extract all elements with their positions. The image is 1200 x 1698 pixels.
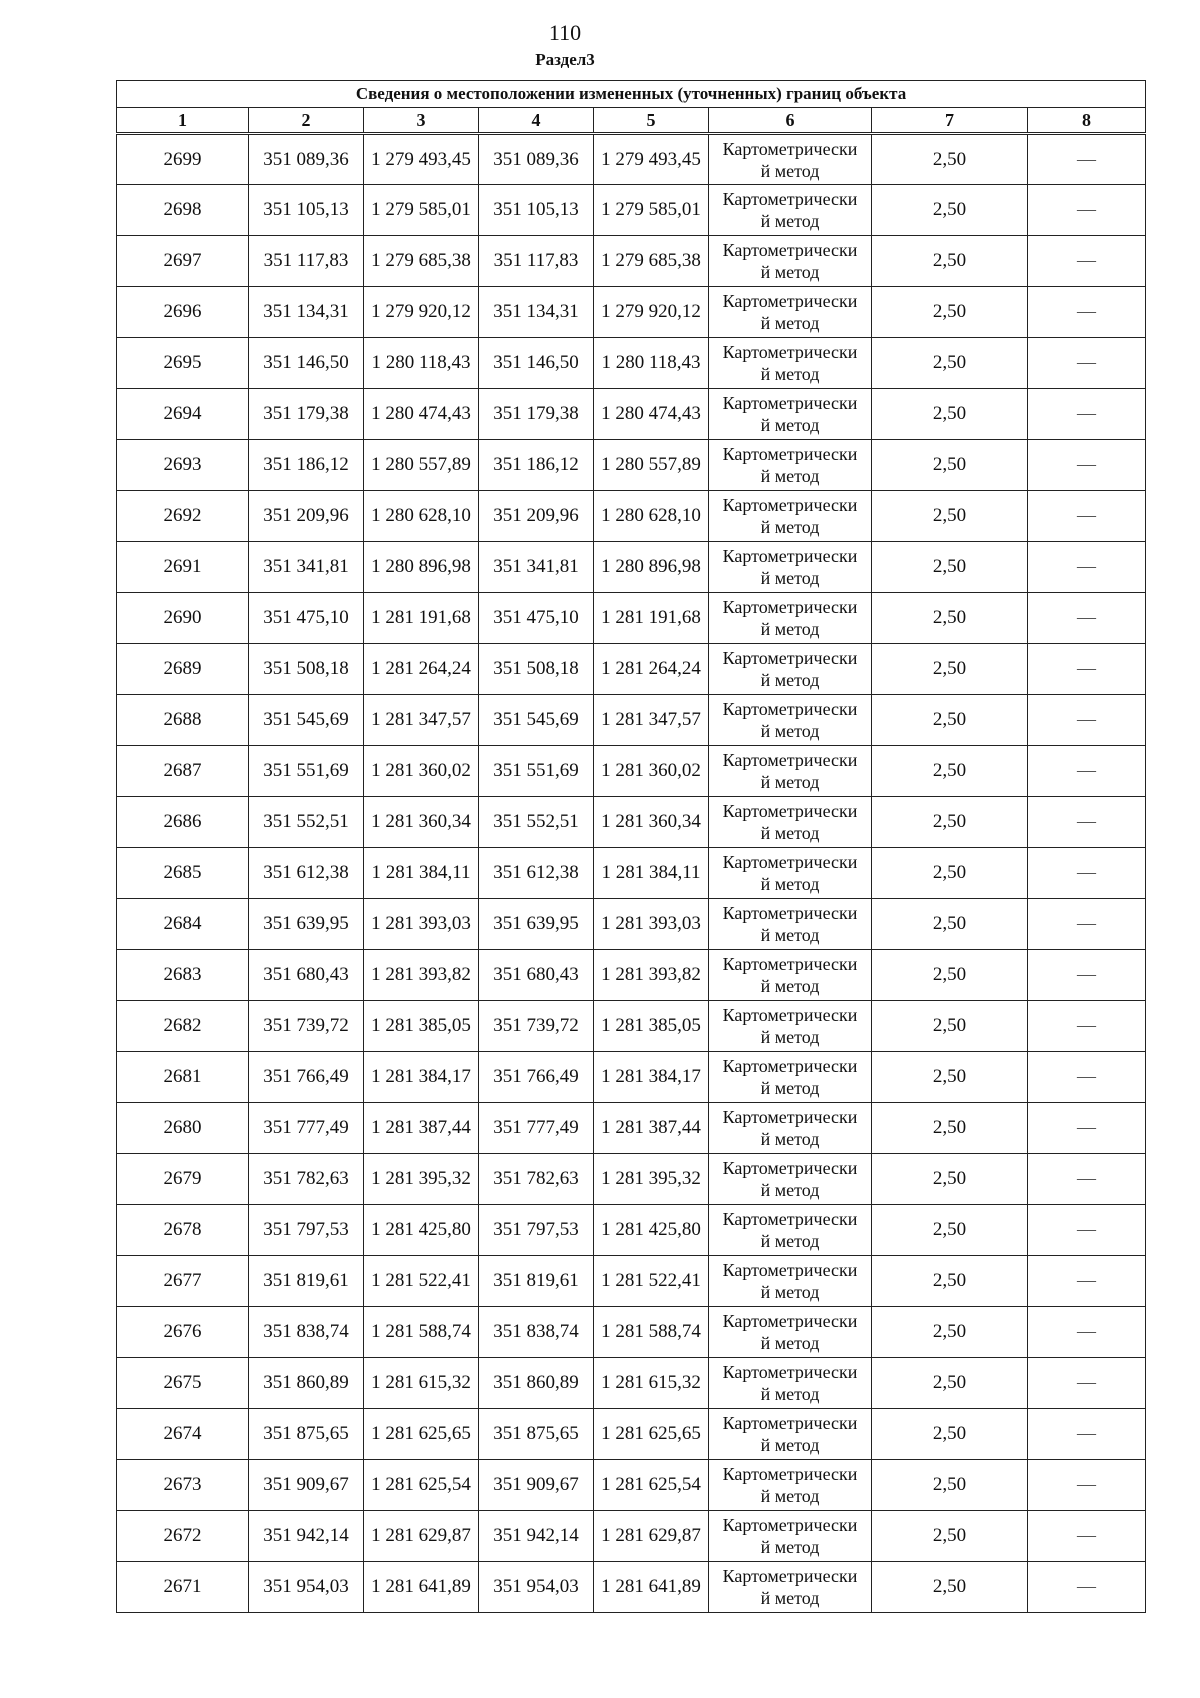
existing-y-cell: 1 279 920,12 — [364, 287, 479, 338]
table-row — [117, 1154, 1146, 1205]
point-number-cell: 2693 — [117, 440, 249, 491]
accuracy-cell: 2,50 — [872, 440, 1028, 491]
note-cell: — — [1028, 287, 1146, 338]
refined-y-cell: 1 279 585,01 — [594, 185, 709, 236]
note-cell: — — [1028, 899, 1146, 950]
note-cell: — — [1028, 134, 1146, 185]
accuracy-cell: 2,50 — [872, 644, 1028, 695]
table-row — [117, 1001, 1146, 1052]
table-row — [117, 185, 1146, 236]
refined-x-cell: 351 782,63 — [479, 1154, 594, 1205]
refined-x-cell: 351 860,89 — [479, 1358, 594, 1409]
existing-x-cell: 351 105,13 — [249, 185, 364, 236]
refined-y-cell: 1 280 628,10 — [594, 491, 709, 542]
existing-x-cell: 351 777,49 — [249, 1103, 364, 1154]
point-number-cell: 2691 — [117, 542, 249, 593]
point-number-cell: 2683 — [117, 950, 249, 1001]
existing-y-cell: 1 281 641,89 — [364, 1562, 479, 1613]
refined-y-cell: 1 281 347,57 — [594, 695, 709, 746]
point-number-cell: 2676 — [117, 1307, 249, 1358]
refined-x-cell: 351 117,83 — [479, 236, 594, 287]
method-cell: Картометрически й метод — [709, 695, 872, 746]
table-caption: Сведения о местоположении измененных (уточненных) границ объекта — [117, 81, 1146, 108]
existing-x-cell: 351 552,51 — [249, 797, 364, 848]
refined-x-cell: 351 508,18 — [479, 644, 594, 695]
method-cell: Картометрически й метод — [709, 542, 872, 593]
existing-x-cell: 351 551,69 — [249, 746, 364, 797]
section-title: Раздел3 — [535, 50, 595, 69]
column-number: 8 — [1028, 108, 1146, 134]
existing-x-cell: 351 186,12 — [249, 440, 364, 491]
refined-y-cell: 1 281 384,17 — [594, 1052, 709, 1103]
existing-x-cell: 351 089,36 — [249, 134, 364, 185]
method-cell: Картометрически й метод — [709, 950, 872, 1001]
refined-y-cell: 1 281 393,82 — [594, 950, 709, 1001]
note-cell: — — [1028, 746, 1146, 797]
existing-y-cell: 1 280 896,98 — [364, 542, 479, 593]
column-number: 1 — [117, 108, 249, 134]
note-cell: — — [1028, 695, 1146, 746]
refined-x-cell: 351 777,49 — [479, 1103, 594, 1154]
existing-x-cell: 351 475,10 — [249, 593, 364, 644]
existing-y-cell: 1 281 191,68 — [364, 593, 479, 644]
table-row — [117, 848, 1146, 899]
point-number-cell: 2684 — [117, 899, 249, 950]
existing-y-cell: 1 281 615,32 — [364, 1358, 479, 1409]
refined-x-cell: 351 089,36 — [479, 134, 594, 185]
note-cell: — — [1028, 1307, 1146, 1358]
note-cell: — — [1028, 1052, 1146, 1103]
point-number-cell: 2694 — [117, 389, 249, 440]
method-cell: Картометрически й метод — [709, 899, 872, 950]
table-row — [117, 287, 1146, 338]
method-cell: Картометрически й метод — [709, 389, 872, 440]
refined-y-cell: 1 281 360,02 — [594, 746, 709, 797]
point-number-cell: 2681 — [117, 1052, 249, 1103]
refined-y-cell: 1 281 393,03 — [594, 899, 709, 950]
existing-x-cell: 351 739,72 — [249, 1001, 364, 1052]
refined-y-cell: 1 281 625,54 — [594, 1460, 709, 1511]
refined-y-cell: 1 279 920,12 — [594, 287, 709, 338]
refined-x-cell: 351 739,72 — [479, 1001, 594, 1052]
existing-y-cell: 1 280 474,43 — [364, 389, 479, 440]
refined-y-cell: 1 281 387,44 — [594, 1103, 709, 1154]
method-cell: Картометрически й метод — [709, 1205, 872, 1256]
refined-y-cell: 1 281 264,24 — [594, 644, 709, 695]
refined-x-cell: 351 639,95 — [479, 899, 594, 950]
method-cell: Картометрически й метод — [709, 1511, 872, 1562]
note-cell: — — [1028, 338, 1146, 389]
refined-x-cell: 351 766,49 — [479, 1052, 594, 1103]
table-row — [117, 1409, 1146, 1460]
refined-y-cell: 1 281 522,41 — [594, 1256, 709, 1307]
refined-x-cell: 351 797,53 — [479, 1205, 594, 1256]
table-row — [117, 1103, 1146, 1154]
refined-x-cell: 351 475,10 — [479, 593, 594, 644]
table-row — [117, 134, 1146, 185]
existing-y-cell: 1 281 588,74 — [364, 1307, 479, 1358]
method-cell: Картометрически й метод — [709, 797, 872, 848]
method-cell: Картометрически й метод — [709, 236, 872, 287]
note-cell: — — [1028, 1001, 1146, 1052]
note-cell: — — [1028, 1562, 1146, 1613]
refined-y-cell: 1 281 625,65 — [594, 1409, 709, 1460]
accuracy-cell: 2,50 — [872, 1205, 1028, 1256]
point-number-cell: 2678 — [117, 1205, 249, 1256]
method-cell: Картометрически й метод — [709, 491, 872, 542]
table-row — [117, 593, 1146, 644]
point-number-cell: 2680 — [117, 1103, 249, 1154]
accuracy-cell: 2,50 — [872, 389, 1028, 440]
column-numbers-row — [117, 108, 1146, 134]
accuracy-cell: 2,50 — [872, 1103, 1028, 1154]
existing-x-cell: 351 909,67 — [249, 1460, 364, 1511]
table-row — [117, 440, 1146, 491]
refined-x-cell: 351 552,51 — [479, 797, 594, 848]
existing-y-cell: 1 281 264,24 — [364, 644, 479, 695]
accuracy-cell: 2,50 — [872, 134, 1028, 185]
method-cell: Картометрически й метод — [709, 1307, 872, 1358]
existing-x-cell: 351 134,31 — [249, 287, 364, 338]
point-number-cell: 2685 — [117, 848, 249, 899]
table-row — [117, 1460, 1146, 1511]
refined-x-cell: 351 942,14 — [479, 1511, 594, 1562]
existing-y-cell: 1 281 625,65 — [364, 1409, 479, 1460]
table-row — [117, 797, 1146, 848]
existing-y-cell: 1 281 387,44 — [364, 1103, 479, 1154]
existing-x-cell: 351 508,18 — [249, 644, 364, 695]
refined-x-cell: 351 612,38 — [479, 848, 594, 899]
accuracy-cell: 2,50 — [872, 1256, 1028, 1307]
point-number-cell: 2671 — [117, 1562, 249, 1613]
existing-x-cell: 351 680,43 — [249, 950, 364, 1001]
refined-y-cell: 1 281 588,74 — [594, 1307, 709, 1358]
existing-x-cell: 351 860,89 — [249, 1358, 364, 1409]
refined-x-cell: 351 551,69 — [479, 746, 594, 797]
accuracy-cell: 2,50 — [872, 746, 1028, 797]
refined-x-cell: 351 909,67 — [479, 1460, 594, 1511]
refined-x-cell: 351 186,12 — [479, 440, 594, 491]
method-cell: Картометрически й метод — [709, 1256, 872, 1307]
refined-y-cell: 1 280 118,43 — [594, 338, 709, 389]
accuracy-cell: 2,50 — [872, 950, 1028, 1001]
existing-y-cell: 1 280 628,10 — [364, 491, 479, 542]
refined-x-cell: 351 105,13 — [479, 185, 594, 236]
existing-y-cell: 1 279 493,45 — [364, 134, 479, 185]
accuracy-cell: 2,50 — [872, 1358, 1028, 1409]
accuracy-cell: 2,50 — [872, 1409, 1028, 1460]
table-row — [117, 1256, 1146, 1307]
accuracy-cell: 2,50 — [872, 1154, 1028, 1205]
point-number-cell: 2690 — [117, 593, 249, 644]
note-cell: — — [1028, 542, 1146, 593]
existing-x-cell: 351 545,69 — [249, 695, 364, 746]
existing-x-cell: 351 179,38 — [249, 389, 364, 440]
existing-y-cell: 1 281 360,02 — [364, 746, 479, 797]
table-header — [117, 81, 1146, 134]
refined-y-cell: 1 280 474,43 — [594, 389, 709, 440]
existing-x-cell: 351 146,50 — [249, 338, 364, 389]
method-cell: Картометрически й метод — [709, 1001, 872, 1052]
table-row — [117, 644, 1146, 695]
point-number-cell: 2686 — [117, 797, 249, 848]
point-number-cell: 2675 — [117, 1358, 249, 1409]
existing-x-cell: 351 954,03 — [249, 1562, 364, 1613]
existing-y-cell: 1 279 585,01 — [364, 185, 479, 236]
page-number: 110 — [548, 20, 582, 45]
point-number-cell: 2679 — [117, 1154, 249, 1205]
method-cell: Картометрически й метод — [709, 1154, 872, 1205]
table-row — [117, 695, 1146, 746]
table-row — [117, 491, 1146, 542]
point-number-cell: 2687 — [117, 746, 249, 797]
existing-x-cell: 351 209,96 — [249, 491, 364, 542]
existing-y-cell: 1 281 393,82 — [364, 950, 479, 1001]
accuracy-cell: 2,50 — [872, 1001, 1028, 1052]
existing-y-cell: 1 281 384,17 — [364, 1052, 479, 1103]
existing-y-cell: 1 280 118,43 — [364, 338, 479, 389]
point-number-cell: 2677 — [117, 1256, 249, 1307]
note-cell: — — [1028, 440, 1146, 491]
refined-y-cell: 1 281 395,32 — [594, 1154, 709, 1205]
existing-y-cell: 1 281 629,87 — [364, 1511, 479, 1562]
existing-y-cell: 1 281 395,32 — [364, 1154, 479, 1205]
existing-y-cell: 1 281 384,11 — [364, 848, 479, 899]
refined-y-cell: 1 280 557,89 — [594, 440, 709, 491]
existing-x-cell: 351 766,49 — [249, 1052, 364, 1103]
refined-x-cell: 351 179,38 — [479, 389, 594, 440]
existing-y-cell: 1 281 625,54 — [364, 1460, 479, 1511]
column-number: 4 — [479, 108, 594, 134]
existing-x-cell: 351 639,95 — [249, 899, 364, 950]
existing-x-cell: 351 942,14 — [249, 1511, 364, 1562]
accuracy-cell: 2,50 — [872, 542, 1028, 593]
accuracy-cell: 2,50 — [872, 185, 1028, 236]
existing-y-cell: 1 281 347,57 — [364, 695, 479, 746]
accuracy-cell: 2,50 — [872, 899, 1028, 950]
refined-x-cell: 351 134,31 — [479, 287, 594, 338]
column-number: 6 — [709, 108, 872, 134]
method-cell: Картометрически й метод — [709, 1052, 872, 1103]
note-cell: — — [1028, 797, 1146, 848]
accuracy-cell: 2,50 — [872, 338, 1028, 389]
table-body — [117, 134, 1146, 1613]
method-cell: Картометрически й метод — [709, 1562, 872, 1613]
refined-x-cell: 351 875,65 — [479, 1409, 594, 1460]
method-cell: Картометрически й метод — [709, 338, 872, 389]
point-number-cell: 2698 — [117, 185, 249, 236]
note-cell: — — [1028, 1154, 1146, 1205]
table-row — [117, 746, 1146, 797]
point-number-cell: 2674 — [117, 1409, 249, 1460]
table-row — [117, 1205, 1146, 1256]
point-number-cell: 2692 — [117, 491, 249, 542]
table-row — [117, 1358, 1146, 1409]
point-number-cell: 2696 — [117, 287, 249, 338]
note-cell: — — [1028, 1409, 1146, 1460]
refined-y-cell: 1 281 360,34 — [594, 797, 709, 848]
existing-x-cell: 351 819,61 — [249, 1256, 364, 1307]
note-cell: — — [1028, 185, 1146, 236]
note-cell: — — [1028, 389, 1146, 440]
refined-x-cell: 351 680,43 — [479, 950, 594, 1001]
refined-x-cell: 351 341,81 — [479, 542, 594, 593]
refined-x-cell: 351 954,03 — [479, 1562, 594, 1613]
existing-y-cell: 1 279 685,38 — [364, 236, 479, 287]
existing-x-cell: 351 341,81 — [249, 542, 364, 593]
accuracy-cell: 2,50 — [872, 593, 1028, 644]
note-cell: — — [1028, 593, 1146, 644]
existing-x-cell: 351 875,65 — [249, 1409, 364, 1460]
point-number-cell: 2688 — [117, 695, 249, 746]
refined-y-cell: 1 281 641,89 — [594, 1562, 709, 1613]
note-cell: — — [1028, 848, 1146, 899]
method-cell: Картометрически й метод — [709, 644, 872, 695]
method-cell: Картометрически й метод — [709, 593, 872, 644]
table-row — [117, 389, 1146, 440]
column-number: 5 — [594, 108, 709, 134]
existing-x-cell: 351 612,38 — [249, 848, 364, 899]
table-row — [117, 236, 1146, 287]
column-number: 2 — [249, 108, 364, 134]
method-cell: Картометрически й метод — [709, 440, 872, 491]
accuracy-cell: 2,50 — [872, 491, 1028, 542]
accuracy-cell: 2,50 — [872, 797, 1028, 848]
method-cell: Картометрически й метод — [709, 287, 872, 338]
method-cell: Картометрически й метод — [709, 1103, 872, 1154]
column-number: 3 — [364, 108, 479, 134]
note-cell: — — [1028, 950, 1146, 1001]
refined-x-cell: 351 819,61 — [479, 1256, 594, 1307]
note-cell: — — [1028, 1103, 1146, 1154]
refined-x-cell: 351 146,50 — [479, 338, 594, 389]
refined-y-cell: 1 279 493,45 — [594, 134, 709, 185]
point-number-cell: 2699 — [117, 134, 249, 185]
table-row — [117, 1511, 1146, 1562]
refined-y-cell: 1 281 425,80 — [594, 1205, 709, 1256]
accuracy-cell: 2,50 — [872, 1511, 1028, 1562]
existing-y-cell: 1 280 557,89 — [364, 440, 479, 491]
accuracy-cell: 2,50 — [872, 1307, 1028, 1358]
refined-y-cell: 1 281 615,32 — [594, 1358, 709, 1409]
table-caption-row — [117, 81, 1146, 108]
method-cell: Картометрически й метод — [709, 848, 872, 899]
table-row — [117, 1052, 1146, 1103]
boundary-coordinates-table — [116, 80, 1146, 1613]
method-cell: Картометрически й метод — [709, 1460, 872, 1511]
note-cell: — — [1028, 1511, 1146, 1562]
accuracy-cell: 2,50 — [872, 287, 1028, 338]
accuracy-cell: 2,50 — [872, 848, 1028, 899]
method-cell: Картометрически й метод — [709, 1358, 872, 1409]
existing-y-cell: 1 281 393,03 — [364, 899, 479, 950]
refined-y-cell: 1 279 685,38 — [594, 236, 709, 287]
method-cell: Картометрически й метод — [709, 746, 872, 797]
refined-y-cell: 1 281 191,68 — [594, 593, 709, 644]
existing-x-cell: 351 838,74 — [249, 1307, 364, 1358]
refined-y-cell: 1 281 629,87 — [594, 1511, 709, 1562]
table-row — [117, 950, 1146, 1001]
existing-x-cell: 351 782,63 — [249, 1154, 364, 1205]
accuracy-cell: 2,50 — [872, 1562, 1028, 1613]
existing-y-cell: 1 281 385,05 — [364, 1001, 479, 1052]
point-number-cell: 2697 — [117, 236, 249, 287]
refined-x-cell: 351 838,74 — [479, 1307, 594, 1358]
table-row — [117, 338, 1146, 389]
method-cell: Картометрически й метод — [709, 1409, 872, 1460]
method-cell: Картометрически й метод — [709, 134, 872, 185]
accuracy-cell: 2,50 — [872, 695, 1028, 746]
refined-y-cell: 1 281 384,11 — [594, 848, 709, 899]
refined-x-cell: 351 209,96 — [479, 491, 594, 542]
table-row — [117, 542, 1146, 593]
note-cell: — — [1028, 1358, 1146, 1409]
existing-x-cell: 351 797,53 — [249, 1205, 364, 1256]
accuracy-cell: 2,50 — [872, 1460, 1028, 1511]
existing-y-cell: 1 281 425,80 — [364, 1205, 479, 1256]
refined-y-cell: 1 280 896,98 — [594, 542, 709, 593]
point-number-cell: 2682 — [117, 1001, 249, 1052]
note-cell: — — [1028, 491, 1146, 542]
point-number-cell: 2695 — [117, 338, 249, 389]
point-number-cell: 2673 — [117, 1460, 249, 1511]
accuracy-cell: 2,50 — [872, 1052, 1028, 1103]
accuracy-cell: 2,50 — [872, 236, 1028, 287]
point-number-cell: 2689 — [117, 644, 249, 695]
column-number: 7 — [872, 108, 1028, 134]
note-cell: — — [1028, 1460, 1146, 1511]
table-row — [117, 1307, 1146, 1358]
note-cell: — — [1028, 1256, 1146, 1307]
table-row — [117, 1562, 1146, 1613]
note-cell: — — [1028, 1205, 1146, 1256]
refined-x-cell: 351 545,69 — [479, 695, 594, 746]
table-row — [117, 899, 1146, 950]
existing-x-cell: 351 117,83 — [249, 236, 364, 287]
note-cell: — — [1028, 644, 1146, 695]
existing-y-cell: 1 281 522,41 — [364, 1256, 479, 1307]
point-number-cell: 2672 — [117, 1511, 249, 1562]
note-cell: — — [1028, 236, 1146, 287]
method-cell: Картометрически й метод — [709, 185, 872, 236]
existing-y-cell: 1 281 360,34 — [364, 797, 479, 848]
refined-y-cell: 1 281 385,05 — [594, 1001, 709, 1052]
